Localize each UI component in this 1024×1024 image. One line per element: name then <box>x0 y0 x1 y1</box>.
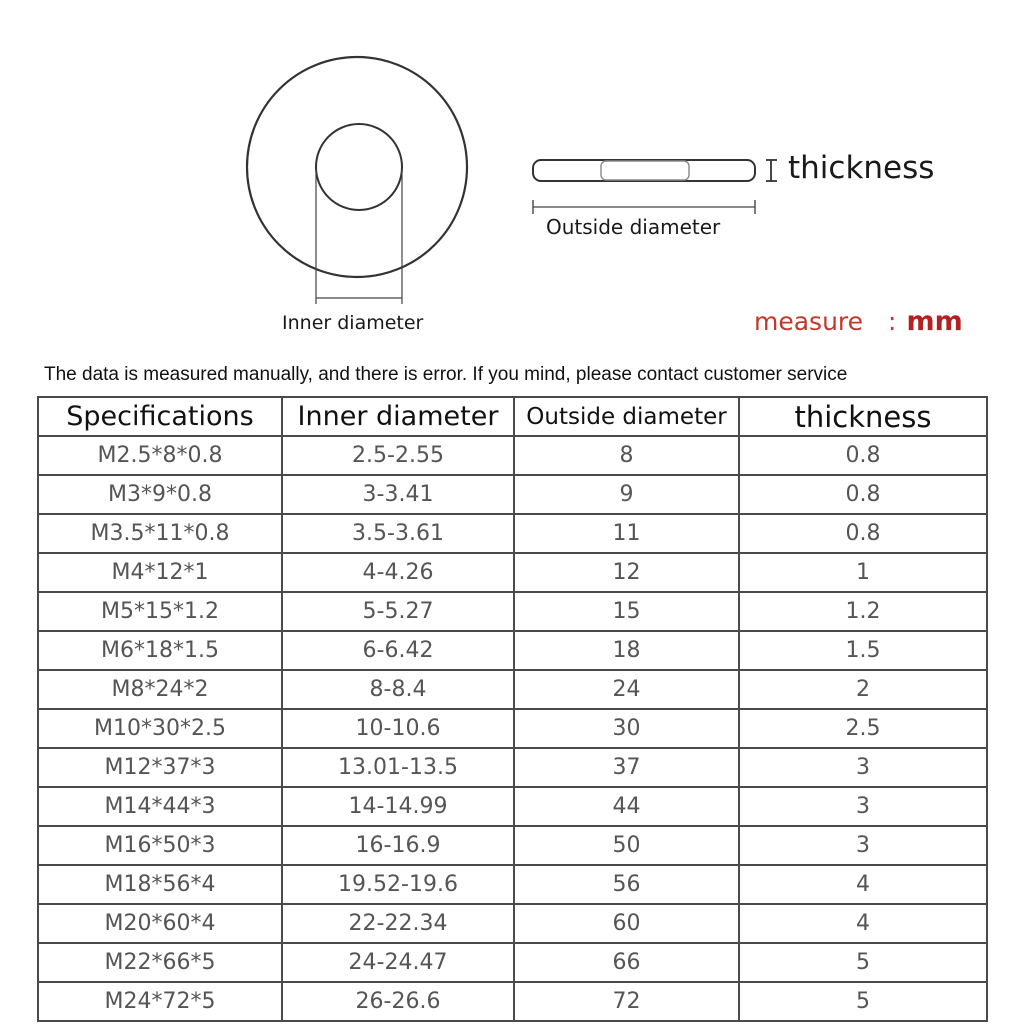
cell-specification: M5*15*1.2 <box>38 592 282 631</box>
cell-inner-diameter: 19.52-19.6 <box>282 865 514 904</box>
washer-side-hole <box>601 161 689 180</box>
header-thickness: thickness <box>739 397 987 436</box>
table-row <box>38 709 987 748</box>
table-row <box>38 982 987 1021</box>
cell-outside-diameter: 8 <box>514 436 739 475</box>
header-inner-diameter: Inner diameter <box>282 397 514 436</box>
cell-specification: M6*18*1.5 <box>38 631 282 670</box>
cell-thickness: 2.5 <box>739 709 987 748</box>
cell-thickness: 3 <box>739 787 987 826</box>
cell-outside-diameter: 60 <box>514 904 739 943</box>
measure-label: measure : <box>754 307 897 336</box>
cell-outside-diameter: 56 <box>514 865 739 904</box>
table-row <box>38 436 987 475</box>
table-row <box>38 475 987 514</box>
cell-outside-diameter: 15 <box>514 592 739 631</box>
cell-inner-diameter: 8-8.4 <box>282 670 514 709</box>
cell-inner-diameter: 2.5-2.55 <box>282 436 514 475</box>
cell-thickness: 3 <box>739 748 987 787</box>
cell-thickness: 2 <box>739 670 987 709</box>
cell-outside-diameter: 66 <box>514 943 739 982</box>
cell-outside-diameter: 24 <box>514 670 739 709</box>
table-row <box>38 943 987 982</box>
cell-inner-diameter: 6-6.42 <box>282 631 514 670</box>
header-outside-diameter: Outside diameter <box>514 397 739 436</box>
cell-specification: M10*30*2.5 <box>38 709 282 748</box>
table-row <box>38 553 987 592</box>
outside-diameter-label: Outside diameter <box>546 215 721 239</box>
cell-inner-diameter: 14-14.99 <box>282 787 514 826</box>
cell-specification: M16*50*3 <box>38 826 282 865</box>
inner-diameter-label: Inner diameter <box>282 312 424 334</box>
cell-specification: M2.5*8*0.8 <box>38 436 282 475</box>
header-specifications: Specifications <box>38 397 282 436</box>
cell-specification: M18*56*4 <box>38 865 282 904</box>
cell-thickness: 5 <box>739 943 987 982</box>
table-row <box>38 514 987 553</box>
cell-specification: M20*60*4 <box>38 904 282 943</box>
cell-outside-diameter: 30 <box>514 709 739 748</box>
cell-specification: M4*12*1 <box>38 553 282 592</box>
cell-specification: M3.5*11*0.8 <box>38 514 282 553</box>
cell-outside-diameter: 72 <box>514 982 739 1021</box>
cell-inner-diameter: 10-10.6 <box>282 709 514 748</box>
table-row <box>38 865 987 904</box>
table-row <box>38 826 987 865</box>
cell-thickness: 4 <box>739 904 987 943</box>
cell-specification: M14*44*3 <box>38 787 282 826</box>
specifications-table <box>37 396 988 1022</box>
cell-inner-diameter: 3-3.41 <box>282 475 514 514</box>
cell-specification: M8*24*2 <box>38 670 282 709</box>
cell-specification: M22*66*5 <box>38 943 282 982</box>
table-row <box>38 631 987 670</box>
cell-thickness: 1.2 <box>739 592 987 631</box>
cell-inner-diameter: 5-5.27 <box>282 592 514 631</box>
washer-outer-circle <box>247 57 467 277</box>
table-row <box>38 592 987 631</box>
cell-outside-diameter: 11 <box>514 514 739 553</box>
cell-outside-diameter: 44 <box>514 787 739 826</box>
thickness-label: thickness <box>788 150 935 186</box>
cell-thickness: 0.8 <box>739 514 987 553</box>
cell-inner-diameter: 26-26.6 <box>282 982 514 1021</box>
table-header-row <box>38 397 987 436</box>
cell-specification: M3*9*0.8 <box>38 475 282 514</box>
table-row <box>38 787 987 826</box>
cell-inner-diameter: 3.5-3.61 <box>282 514 514 553</box>
cell-outside-diameter: 50 <box>514 826 739 865</box>
table-row <box>38 904 987 943</box>
table-row <box>38 670 987 709</box>
cell-inner-diameter: 16-16.9 <box>282 826 514 865</box>
cell-thickness: 0.8 <box>739 475 987 514</box>
cell-inner-diameter: 22-22.34 <box>282 904 514 943</box>
measurement-notice: The data is measured manually, and there is error. If you mind, please contact customer service <box>44 364 848 385</box>
cell-outside-diameter: 9 <box>514 475 739 514</box>
washer-side-view <box>533 160 755 181</box>
cell-inner-diameter: 24-24.47 <box>282 943 514 982</box>
measure-unit-note <box>754 302 963 338</box>
washer-inner-hole <box>316 124 402 210</box>
cell-specification: M24*72*5 <box>38 982 282 1021</box>
cell-outside-diameter: 37 <box>514 748 739 787</box>
cell-inner-diameter: 4-4.26 <box>282 553 514 592</box>
cell-specification: M12*37*3 <box>38 748 282 787</box>
cell-thickness: 0.8 <box>739 436 987 475</box>
cell-thickness: 5 <box>739 982 987 1021</box>
table-body <box>38 436 987 1021</box>
table-row <box>38 748 987 787</box>
cell-inner-diameter: 13.01-13.5 <box>282 748 514 787</box>
cell-thickness: 4 <box>739 865 987 904</box>
cell-thickness: 1.5 <box>739 631 987 670</box>
measure-unit: mm <box>906 306 963 337</box>
cell-thickness: 1 <box>739 553 987 592</box>
cell-thickness: 3 <box>739 826 987 865</box>
cell-outside-diameter: 12 <box>514 553 739 592</box>
cell-outside-diameter: 18 <box>514 631 739 670</box>
